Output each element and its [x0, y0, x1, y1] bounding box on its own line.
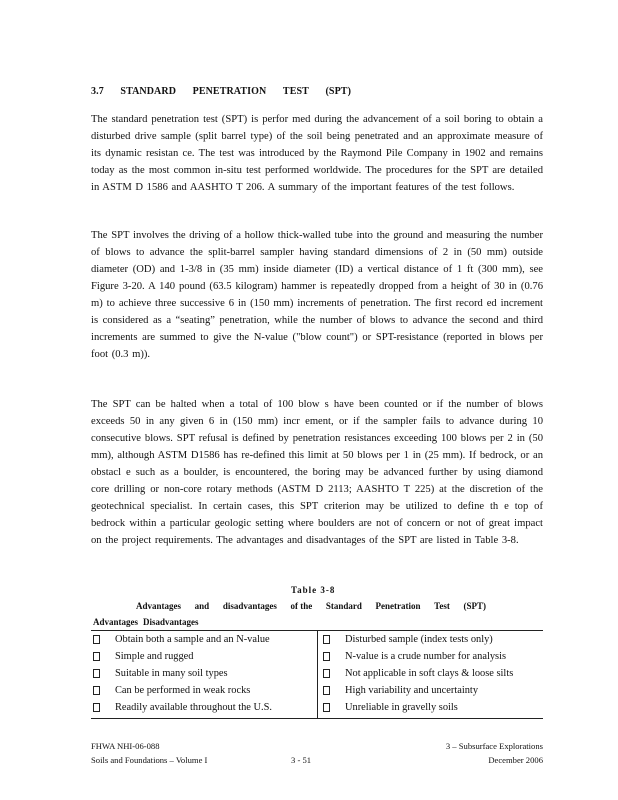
advantage-text: Readily available throughout the U.S. [115, 702, 272, 713]
box-bullet-icon [93, 635, 100, 644]
table-bottom-rule [91, 718, 543, 719]
advantage-item [93, 699, 313, 716]
footer-volume-title: Soils and Foundations – Volume I [91, 755, 208, 765]
section-title-word: STANDARD [120, 86, 177, 97]
box-bullet-icon [323, 635, 330, 644]
section-heading [91, 86, 351, 97]
disadvantages-list [323, 631, 543, 716]
advantage-item [93, 631, 313, 648]
disadvantage-item [323, 682, 543, 699]
disadvantage-item [323, 631, 543, 648]
box-bullet-icon [323, 703, 330, 712]
table-column-divider [317, 630, 318, 718]
box-bullet-icon [323, 686, 330, 695]
footer-chapter-title: 3 – Subsurface Explorations [445, 741, 543, 751]
footer-left [91, 739, 207, 767]
advantage-item [93, 648, 313, 665]
table-caption: Table 3-8 [291, 585, 336, 595]
advantages-list [93, 631, 313, 716]
footer-report-id: FHWA NHI-06-088 [91, 741, 160, 751]
box-bullet-icon [93, 703, 100, 712]
table-title-word: disadvantages [222, 601, 277, 611]
footer-date: December 2006 [488, 755, 543, 765]
table-title-word: (SPT) [463, 601, 486, 611]
disadvantage-item [323, 665, 543, 682]
advantages-header: Advantages [93, 617, 139, 627]
box-bullet-icon [93, 669, 100, 678]
disadvantage-item [323, 699, 543, 716]
box-bullet-icon [323, 652, 330, 661]
disadvantage-text: Unreliable in gravelly soils [345, 702, 458, 713]
table-title-word: Penetration [375, 601, 421, 611]
disadvantage-text: Not applicable in soft clays & loose silts [345, 668, 514, 679]
paragraph-refusal: The SPT can be halted when a total of 100 blow s have been counted or if the number of blows exceeds 50 in any given 6 in (150 mm) incr ement, or if the sampler fails to advance during 10 consecutive blows. SPT refusal is defined by penetration resistances exceeding 100 blows per 2 in (50 mm), although ASTM D1586 has re-defined this limit at 50 blows per 1 in (25 mm). If bedrock, or an obstacl e such as a boulder, is encountered, the boring may be advanced further by using diamond core drilling or non-core rotary methods (ASTM D 2113; AASHTO T 225) at the discretion of the geotechnical specialist. In certain cases, this SPT criterion may be utilized to define th e top of bedrock within a particular geologic setting where boulders are not of concern or not of great impact on the project requirements. The advantages and disadvantages of the SPT are listed in Table 3-8. [91, 399, 543, 546]
footer-right [446, 739, 543, 767]
section-number: 3.7 [91, 86, 104, 97]
box-bullet-icon [93, 652, 100, 661]
advantage-item [93, 682, 313, 699]
footer-page-number: 3 - 51 [291, 755, 312, 765]
table-title-word: and [194, 601, 210, 611]
section-title-word: TEST [282, 86, 309, 97]
disadvantage-text: High variability and uncertainty [345, 685, 479, 696]
box-bullet-icon [93, 686, 100, 695]
disadvantage-item [323, 648, 543, 665]
table-title-word: Test [434, 601, 450, 611]
paragraph-procedure: The SPT involves the driving of a hollow thick-walled tube into the ground and measuring the number of blows to advance the split-barrel sampler having standard dimensions of 2 in (50 mm) outside diameter (OD) and 1-3/8 in (35 mm) inside diameter (ID) a vertical distance of 1 ft (300 mm), see Figure 3-20. A 140 pound (63.5 kilogram) hammer is repeatedly dropped from a height of 30 in (0.76 m) to achieve three successive 6 in (150 mm) increments of penetration. The first record ed increment is considered as a “seating” penetration, while the number of blows to advance the second and third increments are summed to give the N-value ("blow count") or SPT-resistance (reported in blows per foot (0.3 m)). [91, 230, 543, 360]
advantage-text: Can be performed in weak rocks [115, 685, 251, 696]
box-bullet-icon [323, 669, 330, 678]
disadvantage-text: N-value is a crude number for analysis [345, 651, 506, 662]
advantage-text: Simple and rugged [115, 651, 194, 662]
advantage-text: Suitable in many soil types [115, 668, 228, 679]
disadvantage-text: Disturbed sample (index tests only) [345, 634, 493, 645]
spt-pros-cons-table [91, 615, 543, 719]
table-title-word: of the [290, 601, 313, 611]
advantage-text: Obtain both a sample and an N-value [115, 634, 270, 645]
section-title-word: PENETRATION [192, 86, 267, 97]
table-title-word: Standard [325, 601, 362, 611]
section-title-word: (SPT) [325, 86, 351, 97]
advantage-item [93, 665, 313, 682]
table-title [136, 601, 486, 611]
paragraph-intro: The standard penetration test (SPT) is perfor med during the advancement of a soil boring to obtain a disturbed drive sample (split barrel type) of the soil being penetrated and an approximate measure of its dynamic resistan ce. The test was introduced by the Raymond Pile Company in 1902 and remains today as the most common in-situ test performed worldwide. The procedures for the SPT are detailed in ASTM D 1586 and AASHTO T 206. A summary of the important features of the test follows. [91, 114, 543, 193]
table-title-word: Advantages [136, 601, 182, 611]
disadvantages-header: Disadvantages [143, 617, 199, 627]
